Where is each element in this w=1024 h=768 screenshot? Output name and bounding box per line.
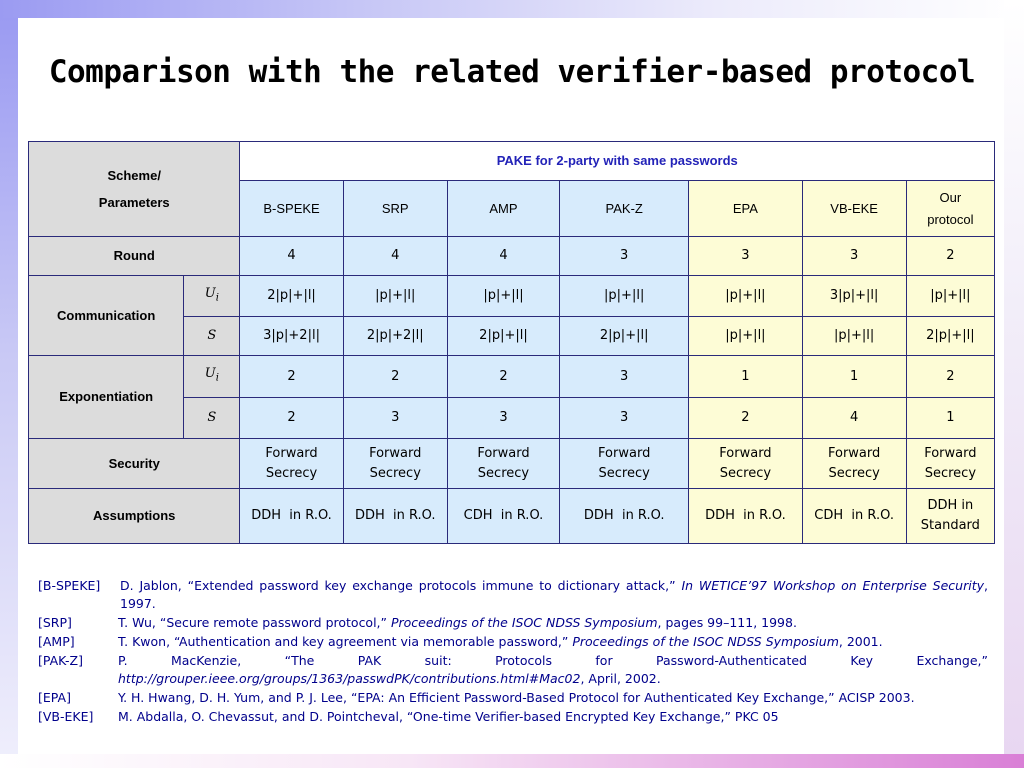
reference-item <box>38 577 988 613</box>
sub-label-server: S <box>184 317 240 356</box>
table-cell: |p|+|l| <box>689 317 802 356</box>
column-header: VB-EKE <box>802 181 906 237</box>
reference-tag: [EPA] <box>38 690 71 705</box>
right-gradient-band <box>1004 0 1024 768</box>
table-cell: 2 <box>689 398 802 439</box>
table-cell: 3|p|+|l| <box>802 276 906 317</box>
table-cell: 2 <box>343 356 447 398</box>
row-assumptions <box>29 489 995 544</box>
reference-tag: [B-SPEKE] <box>38 578 101 593</box>
reference-tag: [AMP] <box>38 634 75 649</box>
table-cell: 2 <box>906 356 994 398</box>
table-cell: 2 <box>906 237 994 276</box>
table-cell: 2|p|+|l| <box>240 276 343 317</box>
row-exponentiation-ui <box>29 356 995 398</box>
table-cell: 3 <box>560 237 689 276</box>
reference-text: T. Wu, “Secure remote password protocol,” Proceedings of the ISOC NDSS Symposium, pages 99–111, 1998. <box>118 615 797 630</box>
row-label: Communication <box>29 276 184 356</box>
row-communication-ui <box>29 276 995 317</box>
comparison-table <box>28 141 995 544</box>
reference-text: T. Kwon, “Authentication and key agreement via memorable password,” Proceedings of the ISOC NDSS Symposium, 2001. <box>118 634 883 649</box>
table-cell: 3 <box>560 356 689 398</box>
table-cell: |p|+|l| <box>689 276 802 317</box>
table-cell: Forward Secrecy <box>447 439 559 489</box>
table-cell: 3 <box>689 237 802 276</box>
table-cell: 4 <box>343 237 447 276</box>
table-cell: CDH in R.O. <box>802 489 906 544</box>
table-cell: Forward Secrecy <box>343 439 447 489</box>
table-cell: 3 <box>802 237 906 276</box>
table-cell: 1 <box>906 398 994 439</box>
table-cell: Forward Secrecy <box>906 439 994 489</box>
table-cell: DDH in R.O. <box>689 489 802 544</box>
column-header: PAK-Z <box>560 181 689 237</box>
row-label: Exponentiation <box>29 356 184 439</box>
column-header: AMP <box>447 181 559 237</box>
table-cell: 3 <box>560 398 689 439</box>
reference-item <box>38 689 988 707</box>
reference-text: M. Abdalla, O. Chevassut, and D. Pointcheval, “One-time Verifier-based Encrypted Key Exchange,” PKC 05 <box>118 709 779 724</box>
corner-header: Scheme/ Parameters <box>29 142 240 237</box>
table-cell: 4 <box>802 398 906 439</box>
reference-item <box>38 708 988 726</box>
sub-label-server: S <box>184 398 240 439</box>
column-header: B-SPEKE <box>240 181 343 237</box>
table-cell: 2 <box>447 356 559 398</box>
reference-text: D. Jablon, “Extended password key exchange protocols immune to dictionary attack,” In WETICE’97 Workshop on Enterprise Security, 1997. <box>120 578 988 611</box>
reference-text: P. MacKenzie, “The PAK suit: Protocols for Password-Authenticated Key Exchange,” http://grouper.ieee.org/groups/1363/passwdPK/contributions.html#Mac02, April, 2002. <box>118 653 988 686</box>
table-cell: DDH in R.O. <box>343 489 447 544</box>
row-security <box>29 439 995 489</box>
reference-tag: [SRP] <box>38 615 72 630</box>
table-cell: Forward Secrecy <box>689 439 802 489</box>
reference-tag: [VB-EKE] <box>38 709 94 724</box>
references-list <box>38 577 988 727</box>
table-cell: CDH in R.O. <box>447 489 559 544</box>
table-cell: |p|+|l| <box>802 317 906 356</box>
row-label: Assumptions <box>29 489 240 544</box>
table-cell: |p|+|l| <box>906 276 994 317</box>
column-header: SRP <box>343 181 447 237</box>
table-cell: 2|p|+|l| <box>906 317 994 356</box>
table-cell: 2 <box>240 356 343 398</box>
table-cell: Forward Secrecy <box>802 439 906 489</box>
table-cell: 1 <box>689 356 802 398</box>
table-cell: DDH in Standard <box>906 489 994 544</box>
table-cell: |p|+|l| <box>343 276 447 317</box>
table-cell: 2|p|+|l| <box>560 317 689 356</box>
group-header: PAKE for 2-party with same passwords <box>240 142 995 181</box>
table-cell: 4 <box>240 237 343 276</box>
table-cell: |p|+|l| <box>560 276 689 317</box>
table-cell: |p|+|l| <box>447 276 559 317</box>
table-cell: 2 <box>240 398 343 439</box>
table-cell: Forward Secrecy <box>560 439 689 489</box>
table-cell: 2|p|+2|l| <box>343 317 447 356</box>
table-cell: 3|p|+2|l| <box>240 317 343 356</box>
table-cell: 3 <box>343 398 447 439</box>
table-cell: 2|p|+|l| <box>447 317 559 356</box>
reference-text: Y. H. Hwang, D. H. Yum, and P. J. Lee, “EPA: An Efficient Password-Based Protocol for Authenticated Key Exchange,” ACISP 2003. <box>118 690 915 705</box>
row-label: Round <box>29 237 240 276</box>
table-cell: 4 <box>447 237 559 276</box>
column-header: EPA <box>689 181 802 237</box>
reference-item <box>38 633 988 651</box>
table-cell: 1 <box>802 356 906 398</box>
table-cell: Forward Secrecy <box>240 439 343 489</box>
slide-title: Comparison with the related verifier-based protocol <box>48 54 976 90</box>
sub-label-user: $U_i$ <box>184 356 240 398</box>
column-header: Our protocol <box>906 181 994 237</box>
table-cell: DDH in R.O. <box>560 489 689 544</box>
row-label: Security <box>29 439 240 489</box>
table-cell: DDH in R.O. <box>240 489 343 544</box>
sub-label-user: $U_i$ <box>184 276 240 317</box>
bottom-gradient-band <box>0 754 1024 768</box>
left-gradient-band <box>0 18 18 768</box>
top-gradient-band <box>0 0 1024 18</box>
row-round <box>29 237 995 276</box>
reference-item <box>38 614 988 632</box>
reference-item <box>38 652 988 688</box>
table-cell: 3 <box>447 398 559 439</box>
reference-tag: [PAK-Z] <box>38 653 84 668</box>
